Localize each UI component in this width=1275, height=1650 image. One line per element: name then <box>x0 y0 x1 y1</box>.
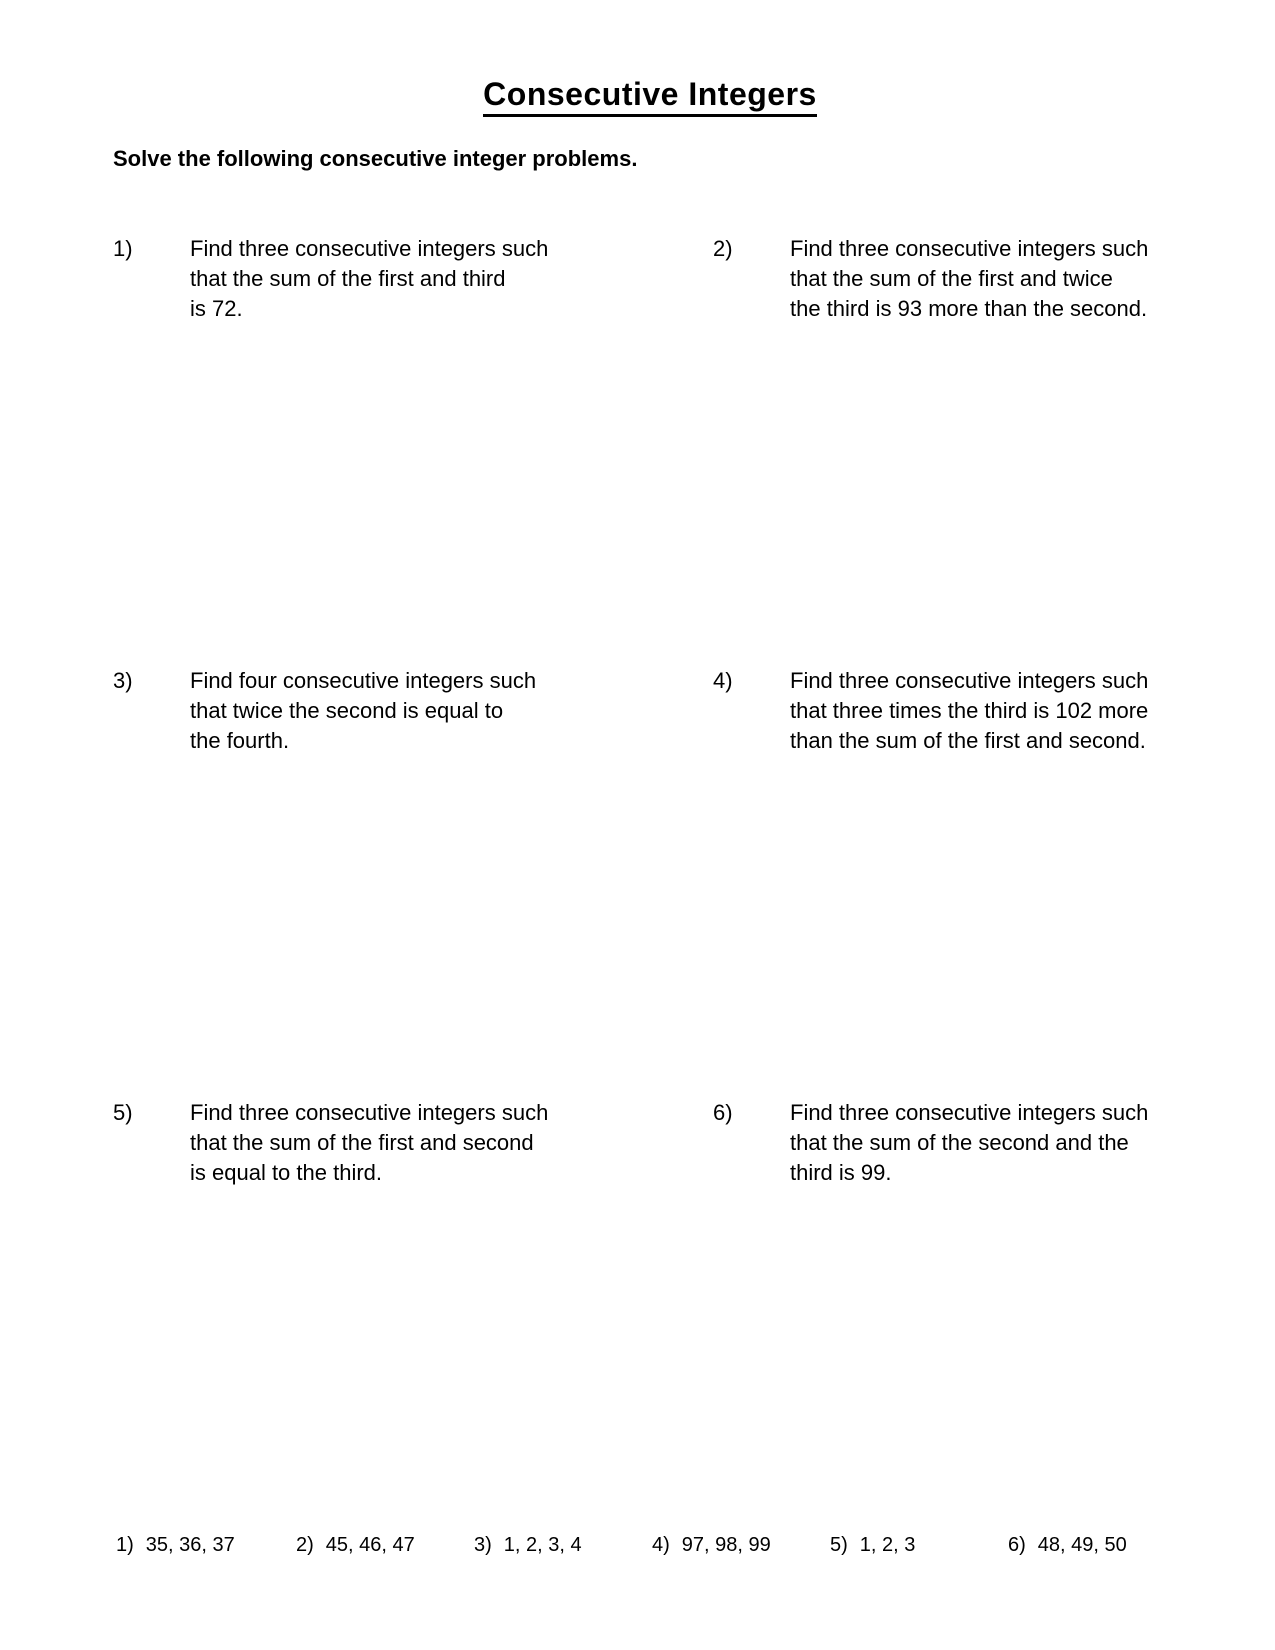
problem-1 <box>113 234 548 324</box>
problem-4-line-2: that three times the third is 102 more <box>790 698 1149 723</box>
problem-6-line-1: Find three consecutive integers such <box>790 1100 1149 1125</box>
answer-1 <box>116 1532 235 1558</box>
problem-2-line-1: Find three consecutive integers such <box>790 236 1149 261</box>
problem-4 <box>713 666 1148 756</box>
answer-6-values: 48, 49, 50 <box>1037 1534 1127 1556</box>
problem-1-line-1: Find three consecutive integers such <box>190 236 549 261</box>
problem-1-line-3: is 72. <box>190 296 243 321</box>
problem-2-line-3: the third is 93 more than the second. <box>790 296 1148 321</box>
problem-5 <box>113 1098 548 1188</box>
answer-4 <box>652 1532 771 1558</box>
problem-2-number: 2) <box>713 236 733 261</box>
problem-6-line-3: third is 99. <box>790 1160 892 1185</box>
answer-2-values: 45, 46, 47 <box>325 1534 415 1556</box>
problem-4-line-3: than the sum of the first and second. <box>790 728 1146 753</box>
problem-5-line-3: is equal to the third. <box>190 1160 383 1185</box>
answer-6 <box>1008 1532 1127 1558</box>
page-title: Consecutive Integers <box>483 78 817 117</box>
problem-3-line-1: Find four consecutive integers such <box>190 668 537 693</box>
problem-2-text <box>790 234 1148 324</box>
problem-3-line-2: that twice the second is equal to <box>190 698 504 723</box>
answer-3-number: 3) <box>474 1534 492 1556</box>
problem-6 <box>713 1098 1148 1188</box>
problem-3-text <box>190 666 536 756</box>
problem-1-number: 1) <box>113 236 133 261</box>
answer-2 <box>296 1532 415 1558</box>
answer-3 <box>474 1532 582 1558</box>
answer-4-number: 4) <box>652 1534 670 1556</box>
problem-3-number: 3) <box>113 668 133 693</box>
answer-6-number: 6) <box>1008 1534 1026 1556</box>
problem-5-number: 5) <box>113 1100 133 1125</box>
answer-2-number: 2) <box>296 1534 314 1556</box>
title-container <box>25 78 1275 117</box>
problem-5-line-2: that the sum of the first and second <box>190 1130 534 1155</box>
problem-5-line-1: Find three consecutive integers such <box>190 1100 549 1125</box>
problem-6-text <box>790 1098 1148 1188</box>
problem-5-text <box>190 1098 548 1188</box>
problem-6-number: 6) <box>713 1100 733 1125</box>
problem-3 <box>113 666 536 756</box>
instruction-text: Solve the following consecutive integer problems. <box>113 146 638 171</box>
answer-5-number: 5) <box>830 1534 848 1556</box>
answer-5-values: 1, 2, 3 <box>859 1534 916 1556</box>
problem-1-text <box>190 234 548 324</box>
problem-4-line-1: Find three consecutive integers such <box>790 668 1149 693</box>
answer-1-values: 35, 36, 37 <box>145 1534 235 1556</box>
answer-1-number: 1) <box>116 1534 134 1556</box>
answer-5 <box>830 1532 915 1558</box>
problem-4-text <box>790 666 1148 756</box>
problem-4-number: 4) <box>713 668 733 693</box>
problem-2-line-2: that the sum of the first and twice <box>790 266 1113 291</box>
problem-6-line-2: that the sum of the second and the <box>790 1130 1129 1155</box>
problem-3-line-3: the fourth. <box>190 728 290 753</box>
problem-2 <box>713 234 1148 324</box>
answer-4-values: 97, 98, 99 <box>681 1534 771 1556</box>
answer-3-values: 1, 2, 3, 4 <box>503 1534 582 1556</box>
answer-key <box>0 1532 1275 1562</box>
problem-1-line-2: that the sum of the first and third <box>190 266 506 291</box>
